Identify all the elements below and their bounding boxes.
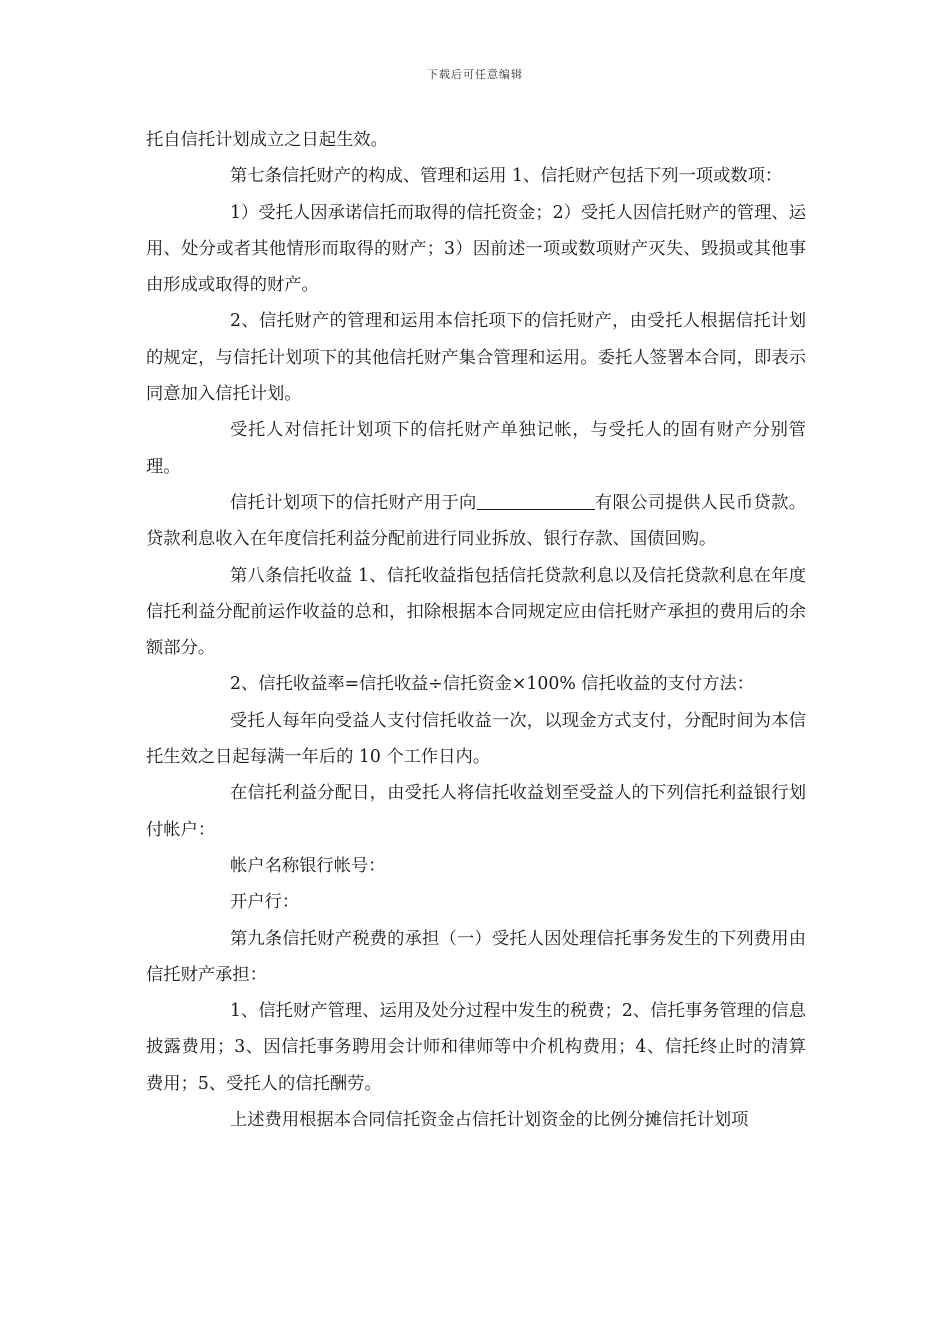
company-name-blank (477, 489, 595, 510)
paragraph-continuation: 托自信托计划成立之日起生效。 (146, 130, 388, 150)
paragraph-article-8: 第八条信托收益 1、信托收益指包括信托贷款利息以及信托贷款利息在年度信托利益分配前运作收益的总和，扣除根据本合同规定应由信托财产承担的费用后的余额部分。 (146, 565, 806, 659)
paragraph-opening-bank: 开户行： (230, 892, 300, 913)
paragraph-article-9: 第九条信托财产税费的承担（一）受托人因处理信托事务发生的下列费用由信托财产承担： (146, 928, 806, 985)
paragraph-trust-property-items: 1）受托人因承诺信托而取得的信托资金；2）受托人因信托财产的管理、运用、处分或者其他情形而取得的财产；3）因前述一项或数项财产灭失、毁损或其他事由形成或取得的财产。 (146, 202, 806, 296)
loan-text-before: 信托计划项下的信托财产用于向 (230, 492, 477, 513)
paragraph-distribution-day: 在信托利益分配日，由受托人将信托收益划至受益人的下列信托利益银行划付帐户： (146, 783, 806, 840)
paragraph-article-7: 第七条信托财产的构成、管理和运用 1、信托财产包括下列一项或数项： (230, 166, 783, 187)
page-header: 下载后可任意编辑 (427, 68, 523, 81)
paragraph-account-name: 帐户名称银行帐号： (230, 855, 386, 876)
paragraph-separate-accounting: 受托人对信托计划项下的信托财产单独记帐，与受托人的固有财产分别管理。 (146, 420, 806, 477)
loan-text-after: 有限公司提供人民币贷款。贷款利息收入在年度信托利益分配前进行同业拆放、银行存款、国债回购。 (146, 492, 806, 550)
paragraph-fee-items: 1、信托财产管理、运用及处分过程中发生的税费；2、信托事务管理的信息披露费用；3、因信托事务聘用会计师和律师等中介机构费用；4、信托终止时的清算费用；5、受托人的信托酬劳。 (146, 1001, 806, 1094)
paragraph-payment-method: 受托人每年向受益人支付信托收益一次，以现金方式支付，分配时间为本信托生效之日起每满一年后的 10 个工作日内。 (146, 710, 806, 768)
document-body (146, 122, 806, 1138)
paragraph-fee-allocation: 上述费用根据本合同信托资金占信托计划资金的比例分摊信托计划项 (230, 1110, 749, 1131)
paragraph-yield-formula: 2、信托收益率=信托收益÷信托资金×100% 信托收益的支付方法： (230, 674, 755, 695)
paragraph-management-use: 2、信托财产的管理和运用本信托项下的信托财产，由受托人根据信托计划的规定，与信托计划项下的其他信托财产集合管理和运用。委托人签署本合同，即表示同意加入信托计划。 (146, 311, 806, 405)
paragraph-loan-use (146, 485, 806, 558)
